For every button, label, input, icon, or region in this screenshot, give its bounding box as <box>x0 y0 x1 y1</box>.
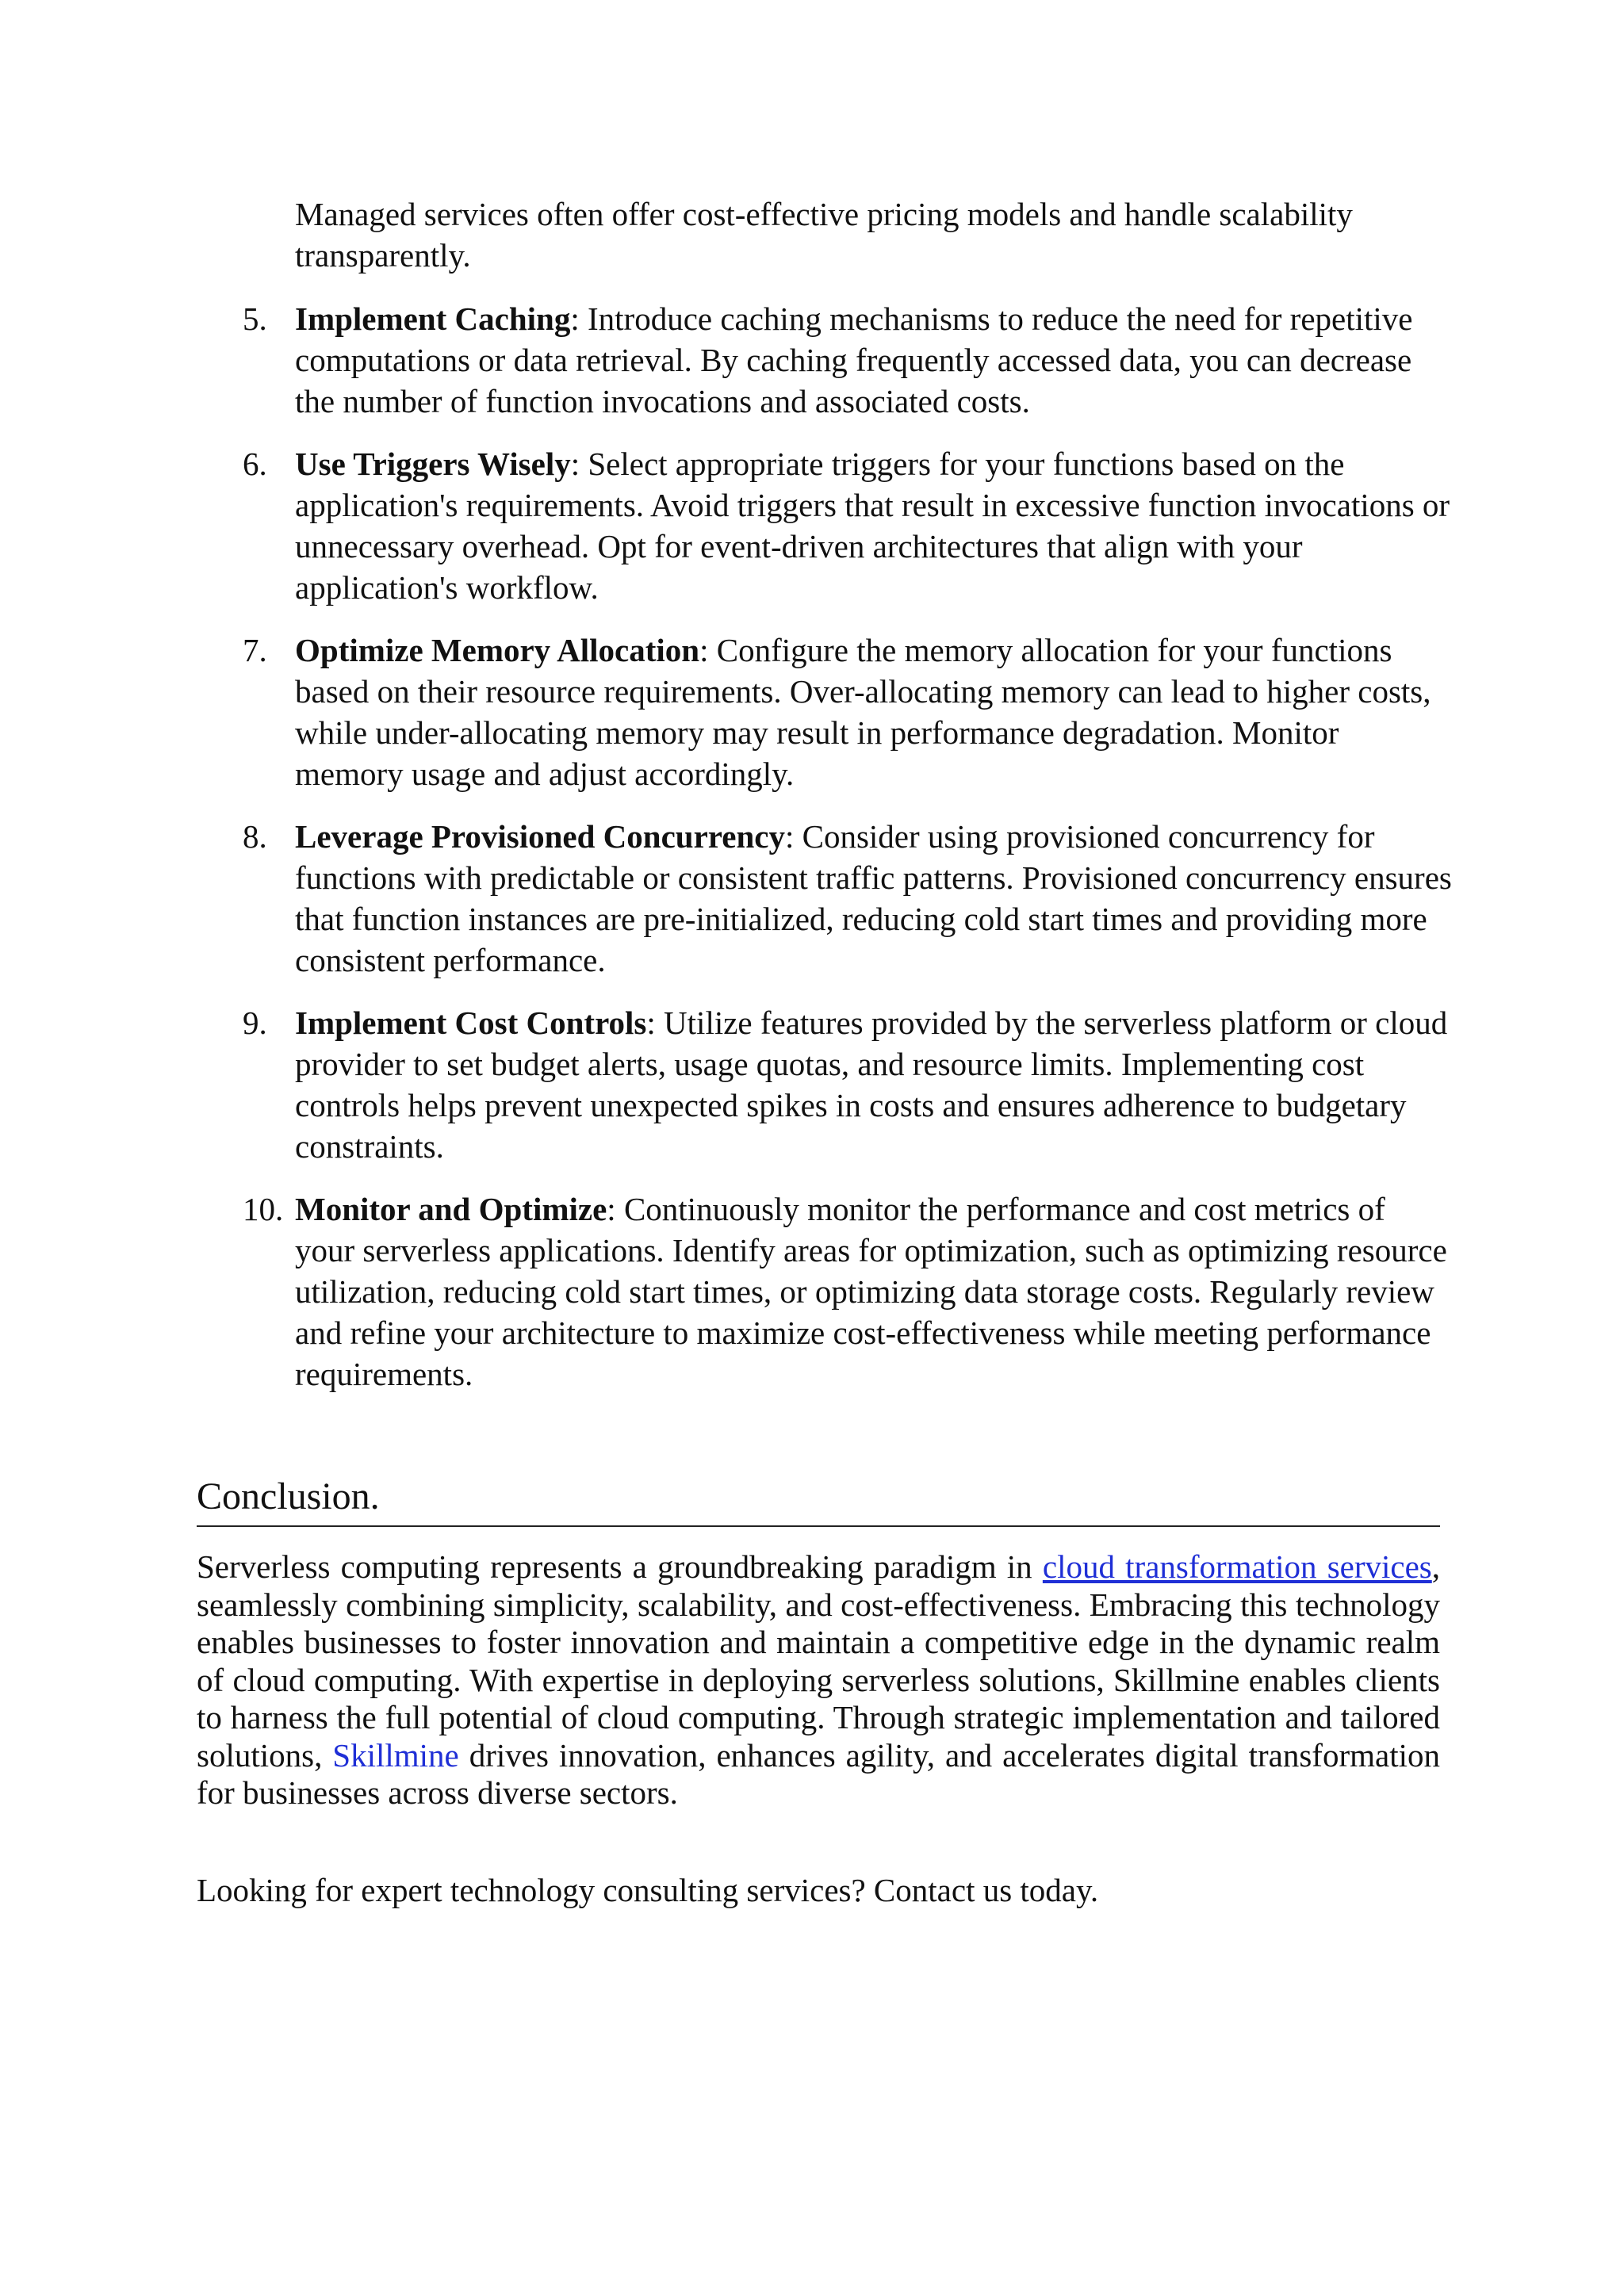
conclusion-text-part-3: drives innovation, enhances agility, and accelerates digital transformation for businesses across diverse sectors. <box>197 1736 1440 1811</box>
list-item-body: : Introduce caching mechanisms to reduce the need for repetitive computations or data retrieval. By caching frequently accessed data, you can decrease the number of function invocations and associated costs. <box>295 300 1413 419</box>
list-item <box>243 1188 1453 1395</box>
list-item-number: 5. <box>243 300 267 337</box>
list-item-number: 8. <box>243 818 267 855</box>
list-continuation-text: Managed services often offer cost-effective pricing models and handle scalability transparently. <box>295 196 1353 274</box>
contact-call-to-action: Looking for expert technology consulting services? Contact us today. <box>197 1872 1099 1908</box>
list-item-body: : Select appropriate triggers for your functions based on the application's requirements. Avoid triggers that result in excessive function invocations or unnecessary overhead. Opt for event-driven architectures that align with your application's workflow. <box>295 446 1450 606</box>
list-item <box>243 629 1453 794</box>
list-item-title: Leverage Provisioned Concurrency <box>295 818 785 855</box>
list-item-number: 6. <box>243 446 267 482</box>
list-item-body: : Continuously monitor the performance and cost metrics of your serverless applications. Identify areas for optimization, such as optimizing resource utilization, reducing cold start times, or optimizing data storage costs. Regularly review and refine your architecture to maximize cost-effectiveness while meeting performance requirements. <box>295 1191 1447 1392</box>
skillmine-link[interactable]: Skillmine <box>332 1736 459 1774</box>
list-item-body: : Configure the memory allocation for your functions based on their resource requirements. Over-allocating memory can lead to higher costs, while under-allocating memory may result in performance degradation. Monitor memory usage and adjust accordingly. <box>295 632 1431 792</box>
list-item-title: Implement Caching <box>295 300 571 337</box>
conclusion-text-part-2: , seamlessly combining simplicity, scalability, and cost-effectiveness. Embracing this technology enables businesses to foster innovation and maintain a competitive edge in the dynamic realm of cloud computing. With expertise in deploying serverless solutions, Skillmine enables clients to harness the full potential of cloud computing. Through strategic implementation and tailored solutions, <box>197 1548 1441 1774</box>
list-item-body: : Utilize features provided by the serverless platform or cloud provider to set budget alerts, usage quotas, and resource limits. Implementing cost controls helps prevent unexpected spikes in costs and ensures adherence to budgetary constraints. <box>295 1004 1448 1165</box>
list-item <box>243 816 1453 981</box>
conclusion-paragraph <box>197 1548 1440 1812</box>
list-item-body: : Consider using provisioned concurrency for functions with predictable or consistent traffic patterns. Provisioned concurrency ensures that function instances are pre-initialized, reducing cold start times and providing more consistent performance. <box>295 818 1452 978</box>
list-item-number: 9. <box>243 1004 267 1041</box>
conclusion-text-part-1: Serverless computing represents a groundbreaking paradigm in <box>197 1548 1043 1585</box>
list-item <box>243 298 1453 422</box>
list-item-number: 7. <box>243 632 267 668</box>
list-item-number: 10. <box>243 1191 284 1227</box>
list-item <box>243 443 1453 608</box>
list-item <box>243 1002 1453 1167</box>
list-item-title: Implement Cost Controls <box>295 1004 647 1041</box>
cloud-transformation-services-link[interactable]: cloud transformation services <box>1042 1548 1432 1585</box>
list-item-title: Monitor and Optimize <box>295 1191 607 1227</box>
conclusion-heading: Conclusion. <box>197 1473 1440 1527</box>
list-item-title: Optimize Memory Allocation <box>295 632 700 668</box>
cost-optimization-list <box>243 298 1453 1416</box>
list-item-title: Use Triggers Wisely <box>295 446 571 482</box>
